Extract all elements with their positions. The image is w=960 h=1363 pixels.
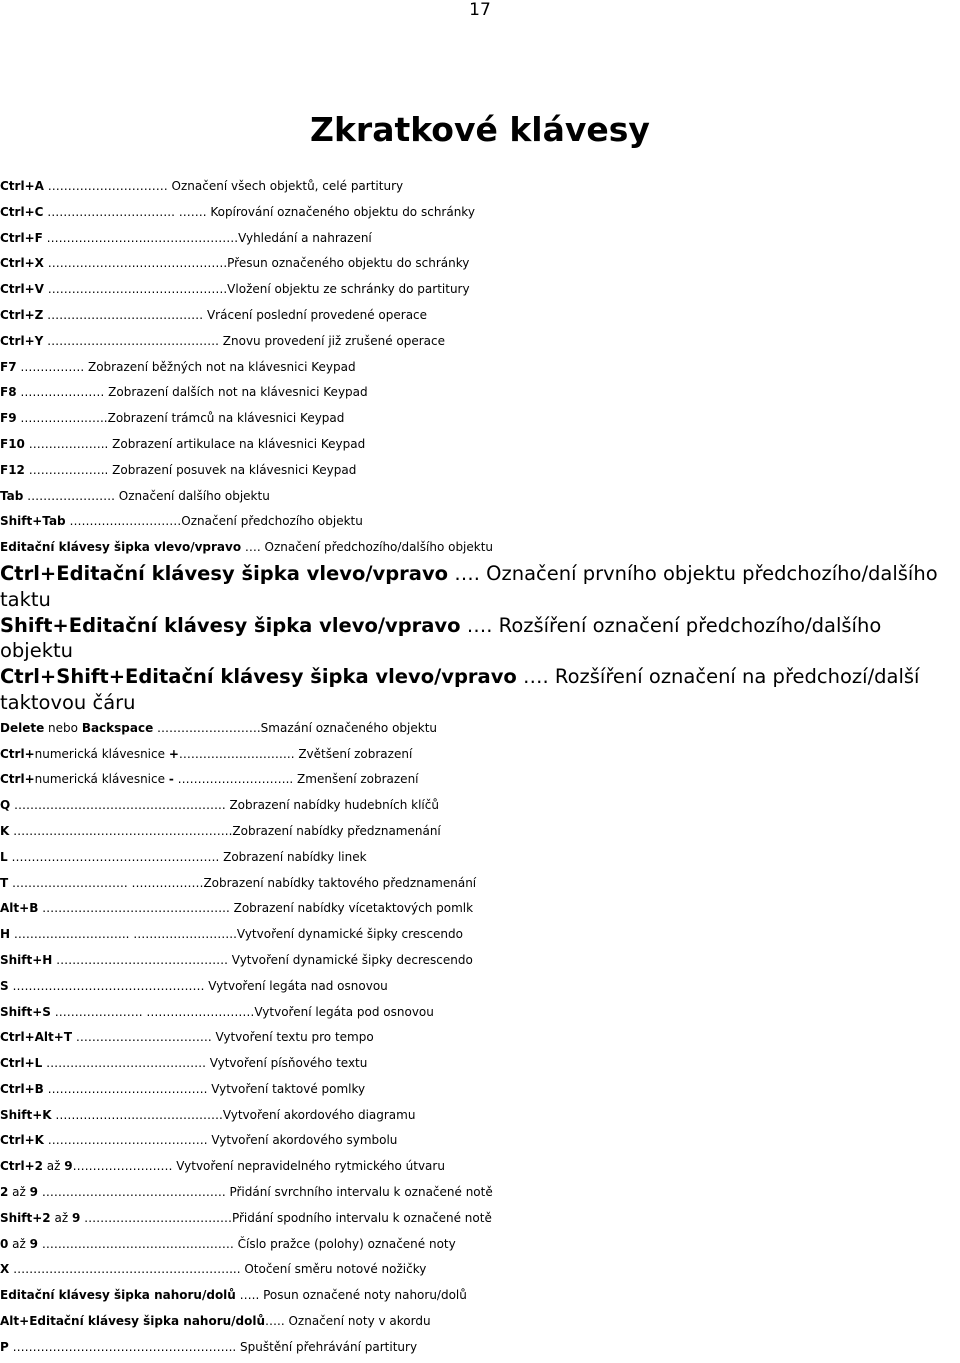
shortcut-entry (0, 509, 960, 535)
shortcut-description: ………………………………………… Vytvoření legáta nad osnovou (8, 978, 388, 993)
shortcut-description: ……………………….. Zmenšení zobrazení (173, 772, 419, 787)
shortcut-key: S (0, 978, 9, 993)
shortcut-description: ……………………….. ……………………..Vytvoření dynamické šipky crescendo (10, 927, 463, 942)
shortcut-key: Editační klávesy šipka nahoru/dolů (0, 1288, 236, 1303)
shortcut-key: Q (0, 798, 11, 813)
shortcut-description: ……………………………………………….. Spuštění přehrávání partitury (8, 1339, 418, 1354)
shortcut-description: …………………………………. Vytvoření taktové pomlky (43, 1081, 366, 1096)
shortcut-key: Shift+2 (0, 1210, 51, 1225)
shortcut-description: ………………..……………………………..Zobrazení nabídky předznamenání (9, 823, 441, 838)
shortcut-description: ……………..…..Zobrazení trámců na klávesnici Keypad (16, 411, 345, 426)
shortcut-key: Ctrl+C (0, 204, 44, 219)
shortcut-key-secondary: 9 (71, 1210, 81, 1225)
shortcut-description: ………………….… Vytvoření nepravidelného rytmického útvaru (72, 1159, 445, 1174)
shortcut-description: ……….…………….Smazání označeného objektu (153, 720, 438, 735)
shortcut-description: ……………………….. ………………Zobrazení nabídky taktového předznamenání (8, 875, 477, 890)
shortcut-entry (0, 1335, 960, 1361)
shortcut-entry (0, 819, 960, 845)
shortcut-entry (0, 1180, 960, 1206)
shortcut-key-connector: až (8, 1185, 30, 1200)
page-number: 17 (469, 0, 491, 20)
shortcut-entry (0, 664, 960, 716)
shortcut-description: …. Označení prvního objektu předchozího/dalšího taktu (0, 561, 938, 611)
shortcut-key: F7 (0, 359, 17, 374)
shortcut-entry (0, 226, 960, 252)
shortcut-key: Ctrl+B (0, 1081, 44, 1096)
shortcut-description: ………………………………………. Přidání svrchního intervalu k označené notě (38, 1185, 493, 1200)
shortcut-entry (0, 432, 960, 458)
shortcut-key-connector: až (42, 1159, 65, 1174)
shortcut-description: …………………………………. Vytvoření akordového symbolu (43, 1133, 398, 1148)
shortcut-description: ……………………………………. Vytvoření dynamické šipky decrescendo (52, 952, 473, 967)
shortcut-entry (0, 716, 960, 742)
shortcut-description: ……………….. Zobrazení posuvek na klávesnici Keypad (24, 462, 357, 477)
shortcut-key-connector: numerická klávesnice (34, 746, 169, 761)
shortcut-key: Ctrl+A (0, 179, 44, 193)
shortcut-key: F10 (0, 436, 25, 451)
shortcut-key: F9 (0, 411, 17, 426)
shortcut-key: Ctrl+X (0, 256, 44, 271)
shortcut-entry (0, 845, 960, 871)
shortcut-key: Ctrl+L (0, 1056, 43, 1071)
shortcut-description: …………………………………………….. Zobrazení nabídky hudebních klíčů (10, 798, 439, 813)
shortcut-description: ………………………………… Vrácení poslední provedené operace (43, 307, 428, 322)
shortcut-entry (0, 1103, 960, 1129)
shortcut-entry (0, 922, 960, 948)
shortcut-key: Ctrl+V (0, 282, 44, 297)
shortcut-key: 2 (0, 1185, 9, 1200)
shortcut-key-secondary: Backspace (81, 720, 154, 735)
shortcut-description: ………….……………Označení předchozího objektu (65, 514, 363, 529)
shortcut-entry (0, 1283, 960, 1309)
shortcut-key: Tab (0, 488, 24, 503)
shortcut-description: ……………………………. Vytvoření textu pro tempo (72, 1030, 374, 1045)
shortcut-entry (0, 793, 960, 819)
shortcut-key: L (0, 849, 8, 864)
shortcut-entry (0, 1257, 960, 1283)
shortcut-description: ………………………… Označení všech objektů, celé partitury (43, 179, 404, 193)
shortcut-key: H (0, 927, 11, 942)
shortcut-key: Shift+S (0, 1004, 51, 1019)
shortcut-description: ………………………………………………... Otočení směru notové nožičky (9, 1262, 427, 1277)
shortcut-key-connector: nebo (44, 720, 82, 735)
shortcut-key: K (0, 823, 10, 838)
shortcut-description: ……………………………………………. Zobrazení nabídky linek (7, 849, 367, 864)
shortcut-key: Ctrl+ (0, 746, 35, 761)
shortcut-entry (0, 200, 960, 226)
page-title: Zkratkové klávesy (310, 110, 650, 149)
shortcut-key: P (0, 1339, 9, 1354)
shortcut-key: Ctrl+Y (0, 333, 44, 348)
shortcut-description: ………………………….. ……. Kopírování označeného objektu do schránky (43, 204, 475, 219)
shortcut-key: F8 (0, 385, 17, 400)
shortcut-key-secondary: 9 (29, 1185, 38, 1200)
shortcut-description: …………………..………………….Vložení objektu ze schránky do partitury (43, 282, 470, 297)
shortcut-entry (0, 1051, 960, 1077)
shortcut-key: X (0, 1262, 10, 1277)
shortcut-entry (0, 251, 960, 277)
shortcut-entry (0, 1025, 960, 1051)
shortcut-entry (0, 329, 960, 355)
shortcut-entry (0, 535, 960, 561)
shortcut-entry (0, 1232, 960, 1258)
shortcut-key-secondary: - (168, 772, 174, 787)
shortcut-description: …………………………….…Přidání spodního intervalu k označené notě (80, 1210, 492, 1225)
shortcut-description: ……………………………………. Znovu provedení již zrušené operace (43, 333, 445, 348)
shortcut-key: Editační klávesy šipka vlevo/vpravo (0, 540, 242, 555)
shortcut-key: Ctrl+Alt+T (0, 1030, 73, 1045)
shortcut-description: …. Označení předchozího/dalšího objektu (241, 540, 494, 555)
shortcut-key: Ctrl+K (0, 1133, 44, 1148)
shortcut-list (0, 174, 960, 1361)
shortcut-entry (0, 1128, 960, 1154)
shortcut-key: Shift+K (0, 1107, 52, 1122)
shortcut-key: Ctrl+Editační klávesy šipka vlevo/vpravo (0, 561, 449, 585)
shortcut-entry (0, 1000, 960, 1026)
shortcut-key: Alt+Editační klávesy šipka nahoru/dolů (0, 1314, 266, 1329)
shortcut-key-connector: až (8, 1236, 30, 1251)
shortcut-key: Shift+Tab (0, 514, 66, 529)
shortcut-description: ………………………………………… Číslo pražce (polohy) označené noty (38, 1236, 456, 1251)
shortcut-description: ………………..………………….Vytvoření akordového diagramu (51, 1107, 416, 1122)
shortcut-entry (0, 561, 960, 613)
shortcut-description: ……………………………………….. Zobrazení nabídky vícetaktových pomlk (38, 901, 474, 916)
shortcut-key: Alt+B (0, 901, 39, 916)
shortcut-key-secondary: 9 (64, 1159, 73, 1174)
shortcut-description: …………………..………………….Přesun označeného objektu do schránky (43, 256, 470, 271)
shortcut-description: …………………. Označení dalšího objektu (23, 488, 270, 503)
shortcut-description: …. Rozšíření označení na předchozí/další taktovou čáru (0, 665, 920, 714)
shortcut-entry (0, 277, 960, 303)
shortcut-key: Shift+H (0, 952, 53, 967)
shortcut-key: T (0, 875, 9, 890)
shortcut-entry (0, 174, 960, 200)
shortcut-key: Ctrl+Shift+Editační klávesy šipka vlevo/vpravo (0, 665, 517, 689)
shortcut-key: Ctrl+2 (0, 1159, 43, 1174)
shortcut-description: …. Rozšíření označení předchozího/dalšího objektu (0, 613, 882, 663)
shortcut-key: 0 (0, 1236, 9, 1251)
shortcut-entry (0, 613, 960, 665)
shortcut-entry (0, 974, 960, 1000)
shortcut-entry (0, 303, 960, 329)
shortcut-key: Ctrl+ (0, 772, 35, 787)
shortcut-key: Ctrl+Z (0, 307, 44, 322)
shortcut-entry (0, 484, 960, 510)
shortcut-key-connector: až (50, 1210, 72, 1225)
shortcut-entry (0, 742, 960, 768)
shortcut-entry (0, 406, 960, 432)
shortcut-description: ….. Označení noty v akordu (265, 1314, 431, 1329)
shortcut-entry (0, 355, 960, 381)
shortcut-description: ……………. Zobrazení běžných not na klávesnici Keypad (16, 359, 356, 374)
shortcut-key-secondary: 9 (29, 1236, 38, 1251)
shortcut-entry (0, 380, 960, 406)
shortcut-key: F12 (0, 462, 25, 477)
shortcut-entry (0, 948, 960, 974)
shortcut-key-connector: numerická klávesnice (34, 772, 169, 787)
shortcut-description: ……………………….. Zvětšení zobrazení (178, 746, 413, 761)
shortcut-entry (0, 1309, 960, 1335)
shortcut-entry (0, 871, 960, 897)
shortcut-key: Shift+Editační klávesy šipka vlevo/vpravo (0, 613, 461, 637)
shortcut-description: ………………… Zobrazení dalších not na klávesnici Keypad (16, 385, 368, 400)
shortcut-description: ……………….. Zobrazení artikulace na klávesnici Keypad (24, 436, 366, 451)
shortcut-entry (0, 458, 960, 484)
shortcut-entry (0, 767, 960, 793)
shortcut-key: Ctrl+F (0, 230, 43, 245)
shortcut-entry (0, 1154, 960, 1180)
shortcut-entry (0, 896, 960, 922)
shortcut-description: …………………. ………………………Vytvoření legáta pod osnovou (50, 1004, 434, 1019)
shortcut-description: …………………………………. Vytvoření písňového textu (42, 1056, 368, 1071)
shortcut-description: ……………………..………………….Vyhledání a nahrazení (42, 230, 372, 245)
shortcut-key-secondary: + (168, 746, 179, 761)
shortcut-entry (0, 1077, 960, 1103)
shortcut-description: ….. Posun označené noty nahoru/dolů (235, 1288, 467, 1303)
shortcut-entry (0, 1206, 960, 1232)
shortcut-key: Delete (0, 720, 45, 735)
